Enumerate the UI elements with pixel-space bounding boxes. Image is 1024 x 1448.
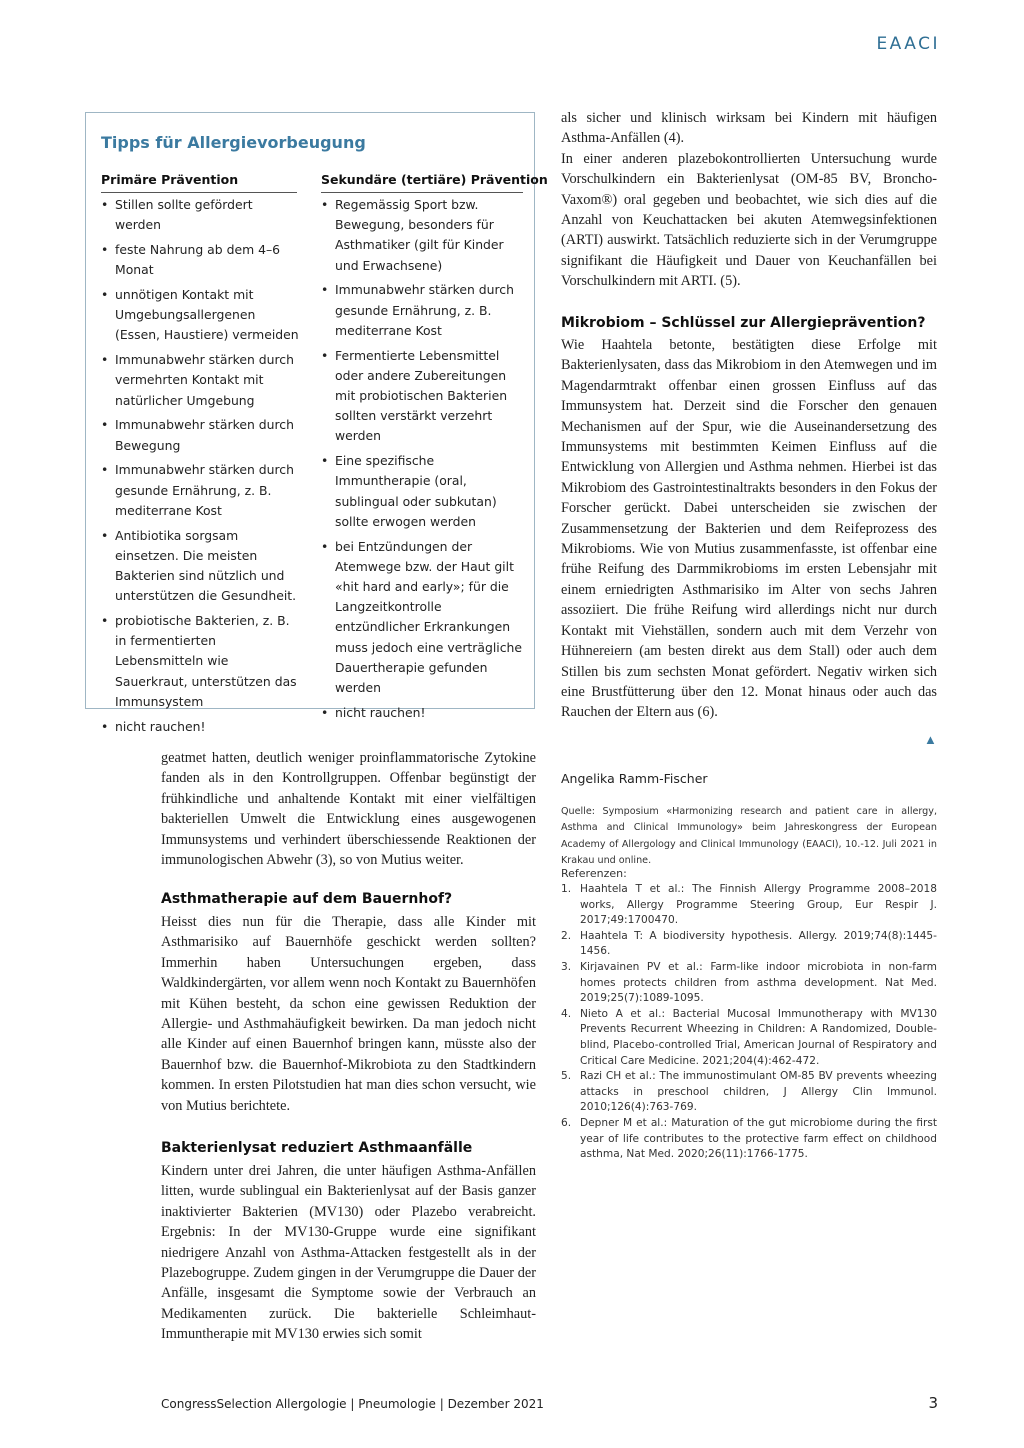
list-item: • feste Nahrung ab dem 4–6 Monat (101, 240, 301, 280)
reference-item (561, 929, 937, 960)
reference-item (561, 882, 937, 929)
brand-logo-text: EAACI (876, 34, 940, 54)
reference-text: Nieto A et al.: Bacterial Mucosal Immunotherapy with MV130 Prevents Recurrent Wheezing in Children: A Randomized, Double-blind, Placebo-controlled Trial, American Journal of Respiratory and Critical Care Medicine. 2021;204(4):462-472. (580, 1007, 937, 1067)
body-paragraph-part: als sicher und klinisch wirksam bei Kindern mit häufigen Asthma-Anfällen (4). (561, 110, 937, 147)
references-list (561, 882, 937, 1163)
reference-text: Haahtela T et al.: The Finnish Allergy Programme 2008–2018 works, Allergy Programme Steering Group, Eur Respir J. 2017;49:1700470. (580, 883, 937, 927)
reference-text: Depner M et al.: Maturation of the gut microbiome during the first year of life contributes to the protective farm effect on childhood asthma, Nat Med. 2020;26(11):1766-1775. (580, 1116, 937, 1161)
body-paragraph: geatmet hatten, deutlich weniger proinflammatorische Zytokine fanden als in den Kontrollgruppen. Offenbar begünstigt der frühkindliche und anhaltende Kontakt mit einer vielfältigen bakteriellen Umwelt die Entwicklung eines ausgewogenen Immunsystems und verhindert überschiessende Reaktionen der immunologischen Abwehr (3), so von Mutius weiter. (161, 750, 536, 869)
column-divider (321, 192, 523, 193)
reference-number: 3. (561, 960, 572, 973)
references-heading: Referenzen: (561, 867, 627, 880)
reference-item (561, 960, 937, 1007)
list-item: • nicht rauchen! (101, 717, 301, 737)
list-item: • Fermentierte Lebensmittel oder andere Zubereitungen mit probiotischen Bakterien sollten verstärkt verzehrt werden (321, 346, 527, 447)
primary-prevention-heading: Primäre Prävention (101, 172, 239, 187)
body-paragraph-part: In einer anderen plazebokontrollierten Untersuchung wurde Vorschulkindern ein Bakterienlysat (OM-85 BV, Broncho-Vaxom®) oral gegeben und beobachtet, wie sich dies auf die Anzahl von Keuchattacken bei akuten Atemwegsinfektionen (ARTI) auswirkt. Tatsächlich reduzierte sich in der Verumgruppe signifikant die Häufigkeit und Dauer von Keuchanfällen bei Vorschulkindern mit ARTI. (5). (561, 150, 937, 290)
footer-publication: CongressSelection Allergologie | Pneumologie | Dezember 2021 (161, 1397, 544, 1411)
tips-box-title: Tipps für Allergievorbeugung (101, 133, 366, 152)
secondary-prevention-list (321, 195, 527, 728)
source-note: Quelle: Symposium «Harmonizing research and patient care in allergy, Asthma and Clinical Immunology» beim Jahreskongress der European Academy of Allergology and Clinical Immunology (EAACI), 10.-12. Juli 2021 in Krakau und online. (561, 806, 937, 867)
body-paragraph: Wie Haahtela betonte, bestätigten diese Erfolge mit Bakterienlysaten, dass das Mikrobiom in den Atemwegen und im Magendarmtrakt offenbar einen grossen Einfluss auf das Immunsystem hat. Derzeit sind die Forscher den genauen Mechanismen auf der Spur, wie die Auseinandersetzung des Immunsystems mit bestimmten Keimen Einfluss auf die Entwicklung von Allergien und Asthma nehmen. Hierbei ist das Mikrobiom des Gastrointestinaltrakts besonders in den Fokus der Forscher gerückt. Dabei unterscheiden sie zwischen der Zusammensetzung der Bakterien und dem Reifeprozess des Mikrobioms. Wie von Mutius zusammenfasste, ist offenbar eine frühe Reifung des Darmmikrobioms im ersten Lebensjahr mit einem erniedrigten Asthmarisiko im Alter von sechs Jahren assoziiert. Die frühe Reifung wird allerdings nicht nur durch Kontakt mit Viehställen, sondern auch mit dem Verzehr von Hühnereiern (am besten direkt aus dem Stall) oder auch dem Stillen bis zum sechsten Monat gefördert. Negativ wirken sich eine Brustfütterung über den 12. Monat hinaus oder auch das Rauchen der Eltern aus (6). (561, 337, 937, 721)
body-paragraph: Kindern unter drei Jahren, die unter häufigen Asthma-Anfällen litten, wurde sublingual ein Bakterienlysat auf der Basis ganzer inaktivierter Bakterien (MV130) oder Plazebo verabreicht. Ergebnis: In der MV130-Gruppe wurde eine signifikant niedrigere Anzahl von Asthma-Attacken festgestellt als in der Plazebogruppe. Zudem gingen in der Verumgruppe die Dauer der Anfälle, insgesamt die Symptome sowie der Verbrauch an Medikamenten zurück. Die bakterielle Schleimhaut-Immuntherapie mit MV130 erwies sich somit (161, 1163, 536, 1343)
reference-text: Razi CH et al.: The immunostimulant OM-85 BV prevents wheezing attacks in preschool children, J Allergy Clin Immunol. 2010;126(4):763-769. (580, 1070, 937, 1114)
list-item: • nicht rauchen! (321, 703, 527, 723)
secondary-prevention-heading: Sekundäre (tertiäre) Prävention (321, 172, 548, 187)
list-item: • Immunabwehr stärken durch gesunde Ernährung, z. B. mediterrane Kost (321, 280, 527, 341)
list-item: • Immunabwehr stärken durch vermehrten Kontakt mit natürlicher Umgebung (101, 350, 301, 411)
list-item: • Stillen sollte gefördert werden (101, 195, 301, 235)
reference-item (561, 1007, 937, 1069)
list-item: • Immunabwehr stärken durch Bewegung (101, 415, 301, 455)
body-paragraph: Heisst dies nun für die Therapie, dass alle Kinder mit Asthmarisiko auf Bauernhöfe geschickt werden sollten? Immerhin haben Untersuchungen ergeben, dass Waldkindergärten, vor allem wenn noch Kontakt zu Bauernhöfen mit Kühen besteht, da schon eine gewissen Reduktion der Allergie- und Asthmahäufigkeit bewirken. Da man jedoch nicht alle Kinder auf einen Bauernhof bringen kann, müsste also der Bauernhof bzw. die Bauernhof-Mikrobiota zu den Stadtkindern kommen. In ersten Pilotstudien hat man dies schon versucht, wie von Mutius berichtete. (161, 914, 536, 1114)
list-item: • Regemässig Sport bzw. Bewegung, besonders für Asthmatiker (gilt für Kinder und Erwachsene) (321, 195, 527, 276)
reference-text: Haahtela T: A biodiversity hypothesis. Allergy. 2019;74(8):1445-1456. (580, 929, 937, 958)
author-name: Angelika Ramm-Fischer (561, 771, 708, 786)
list-item: • bei Entzündungen der Atemwege bzw. der Haut gilt «hit hard and early»; für die Langzeitkontrolle entzündlicher Erkrankungen muss jedoch eine verträgliche Dauertherapie gefunden werden (321, 537, 527, 699)
page-number: 3 (928, 1394, 938, 1412)
primary-prevention-list (101, 195, 301, 741)
reference-number: 6. (561, 1116, 572, 1129)
body-paragraph (561, 108, 937, 292)
list-item: • probiotische Bakterien, z. B. in fermentierten Lebensmitteln wie Sauerkraut, unterstützen das Immunsystem (101, 611, 301, 712)
list-item: • Eine spezifische Immuntherapie (oral, sublingual oder subkutan) sollte erwogen werden (321, 451, 527, 532)
list-item: • Immunabwehr stärken durch gesunde Ernährung, z. B. mediterrane Kost (101, 460, 301, 521)
reference-number: 4. (561, 1007, 572, 1020)
reference-number: 5. (561, 1070, 572, 1083)
section-heading: Asthmatherapie auf dem Bauernhof? (161, 891, 453, 907)
reference-number: 1. (561, 883, 572, 895)
end-of-article-triangle-icon: ▲ (924, 732, 937, 747)
section-heading: Mikrobiom – Schlüssel zur Allergieprävention? (561, 315, 926, 331)
reference-text: Kirjavainen PV et al.: Farm-like indoor microbiota in non-farm homes protects children from asthma development. Nat Med. 2019;25(7):1089-1095. (580, 960, 937, 1005)
column-divider (101, 192, 297, 193)
reference-item (561, 1116, 937, 1163)
reference-item (561, 1069, 937, 1116)
section-heading: Bakterienlysat reduziert Asthmaanfälle (161, 1140, 473, 1156)
list-item: • unnötigen Kontakt mit Umgebungsallergenen (Essen, Haustiere) vermeiden (101, 285, 301, 346)
list-item: • Antibiotika sorgsam einsetzen. Die meisten Bakterien sind nützlich und unterstützen die Gesundheit. (101, 526, 301, 607)
reference-number: 2. (561, 929, 572, 942)
